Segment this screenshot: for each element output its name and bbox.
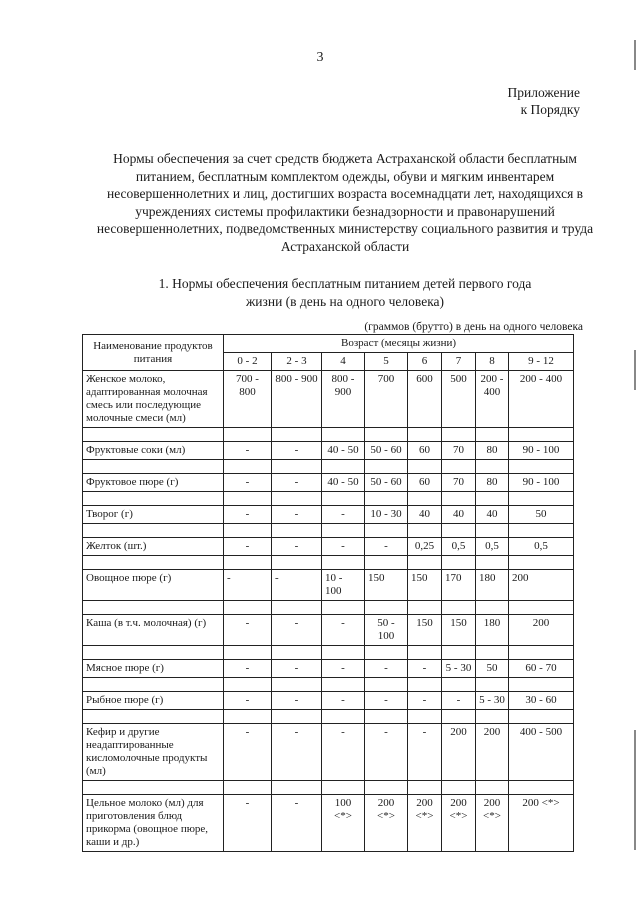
norm-value-cell: - [224,570,272,601]
norm-value-cell: - [224,615,272,646]
norm-value-cell: 60 [408,474,442,492]
norm-value-cell: 800 - 900 [322,371,365,428]
norm-value-cell: - [365,538,408,556]
table-row [83,442,574,460]
product-name-cell: Женское молоко, адаптированная молочная смесь или последующие молочные смеси (мл) [83,371,224,428]
norm-value-cell: - [322,615,365,646]
norm-value-cell: - [224,506,272,524]
norm-value-cell: 5 - 30 [442,660,476,678]
header-age: Возраст (месяцы жизни) [224,335,574,353]
norm-value-cell: 50 [509,506,574,524]
product-name-cell: Творог (г) [83,506,224,524]
norm-value-cell: 5 - 30 [476,692,509,710]
table-row [83,371,574,428]
norm-value-cell: 800 - 900 [272,371,322,428]
norm-value-cell: 200 <*> [509,795,574,852]
norm-value-cell: 30 - 60 [509,692,574,710]
norm-value-cell: 70 [442,442,476,460]
norm-value-cell: 80 [476,474,509,492]
norm-value-cell: - [408,660,442,678]
norm-value-cell: - [272,538,322,556]
norm-value-cell: 0,5 [509,538,574,556]
norm-value-cell: 40 [476,506,509,524]
table-row [83,660,574,678]
row-spacer [83,428,574,442]
norm-value-cell: 150 [408,570,442,601]
norm-value-cell: 200 - 400 [509,371,574,428]
table-row [83,795,574,852]
table-row [83,506,574,524]
product-name-cell: Овощное пюре (г) [83,570,224,601]
norm-value-cell: 80 [476,442,509,460]
norm-value-cell: - [224,795,272,852]
norm-value-cell: - [365,660,408,678]
norm-value-cell: - [272,692,322,710]
norm-value-cell: 60 [408,442,442,460]
norm-value-cell: 0,25 [408,538,442,556]
norm-value-cell: 200 [476,724,509,781]
norm-value-cell: - [224,692,272,710]
norm-value-cell: 40 - 50 [322,474,365,492]
norm-value-cell: 200 <*> [442,795,476,852]
norm-value-cell: 150 [408,615,442,646]
norm-value-cell: - [322,660,365,678]
norm-value-cell: 600 [408,371,442,428]
norm-value-cell: 10 - 30 [365,506,408,524]
norm-value-cell: 40 [442,506,476,524]
product-name-cell: Фруктовые соки (мл) [83,442,224,460]
norm-value-cell: 60 - 70 [509,660,574,678]
norm-value-cell: 200 <*> [408,795,442,852]
scan-edge-marks [628,30,636,890]
norm-value-cell: - [442,692,476,710]
nutrition-norms-table [82,334,574,852]
norm-value-cell: - [272,660,322,678]
age-column-header: 4 [322,353,365,371]
norm-value-cell: - [272,795,322,852]
norm-value-cell: 200 <*> [476,795,509,852]
table-row [83,692,574,710]
norm-value-cell: 100 <*> [322,795,365,852]
norm-value-cell: 70 [442,474,476,492]
row-spacer [83,460,574,474]
norm-value-cell: - [408,724,442,781]
norm-value-cell: 50 - 60 [365,474,408,492]
age-column-header: 9 - 12 [509,353,574,371]
table-row [83,615,574,646]
age-column-header: 8 [476,353,509,371]
row-spacer [83,492,574,506]
norm-value-cell: - [272,724,322,781]
norm-value-cell: 400 - 500 [509,724,574,781]
norm-value-cell: 40 [408,506,442,524]
product-name-cell: Желток (шт.) [83,538,224,556]
row-spacer [83,646,574,660]
table-header-row [83,335,574,353]
product-name-cell: Рыбное пюре (г) [83,692,224,710]
norm-value-cell: - [224,724,272,781]
norm-value-cell: 200 [509,570,574,601]
norm-value-cell: - [272,474,322,492]
age-column-header: 0 - 2 [224,353,272,371]
norm-value-cell: - [272,506,322,524]
section-heading: 1. Нормы обеспечения бесплатным питанием детей первого года жизни (в день на одного человека) [158,276,532,309]
norm-value-cell: - [272,615,322,646]
product-name-cell: Кефир и другие неадаптированные кисломолочные продукты (мл) [83,724,224,781]
appendix-label: Приложение [507,85,580,100]
norm-value-cell: - [224,660,272,678]
table-row [83,724,574,781]
norm-value-cell: - [224,474,272,492]
norm-value-cell: - [272,570,322,601]
table-row [83,538,574,556]
row-spacer [83,710,574,724]
norm-value-cell: 700 [365,371,408,428]
norm-value-cell: 50 - 60 [365,442,408,460]
product-name-cell: Фруктовое пюре (г) [83,474,224,492]
norm-value-cell: - [365,724,408,781]
norm-value-cell: 200 [509,615,574,646]
age-column-header: 2 - 3 [272,353,322,371]
norm-value-cell: 170 [442,570,476,601]
units-note: (граммов (брутто) в день на одного человека [364,321,583,333]
product-name-cell: Цельное молоко (мл) для приготовления блюд прикорма (овощное пюре, каши и др.) [83,795,224,852]
row-spacer [83,781,574,795]
norm-value-cell: - [322,692,365,710]
norm-value-cell: - [272,442,322,460]
norm-value-cell: 90 - 100 [509,474,574,492]
page-number: 3 [316,50,324,65]
norm-value-cell: - [224,442,272,460]
appendix-target: к Порядку [520,102,580,117]
norm-value-cell: 200 - 400 [476,371,509,428]
table-row [83,570,574,601]
header-product-name: Наименование продуктов питания [83,335,224,371]
row-spacer [83,524,574,538]
norm-value-cell: 200 <*> [365,795,408,852]
norm-value-cell: 90 - 100 [509,442,574,460]
product-name-cell: Мясное пюре (г) [83,660,224,678]
norm-value-cell: 150 [442,615,476,646]
appendix-reference [508,84,580,118]
norm-value-cell: 0,5 [442,538,476,556]
norm-value-cell: - [408,692,442,710]
norm-value-cell: - [365,692,408,710]
norm-value-cell: 180 [476,615,509,646]
norm-value-cell: 40 - 50 [322,442,365,460]
norm-value-cell: - [322,724,365,781]
table-row [83,474,574,492]
product-name-cell: Каша (в т.ч. молочная) (г) [83,615,224,646]
row-spacer [83,678,574,692]
age-column-header: 7 [442,353,476,371]
norm-value-cell: 150 [365,570,408,601]
norm-value-cell: 700 - 800 [224,371,272,428]
document-title: Нормы обеспечения за счет средств бюджета Астраханской области бесплатным питанием, бесплатным комплектом одежды, обуви и мягким инвентарем несовершеннолетних и лиц, достигших возраста восемнадцати лет, находящихся в учреждениях системы профилактики безнадзорности и правонарушений несовершеннолетних, подведомственных министерству социального развития и труда Астраханской области [96,151,594,254]
norm-value-cell: 500 [442,371,476,428]
norm-value-cell: - [322,506,365,524]
norm-value-cell: - [224,538,272,556]
norm-value-cell: 180 [476,570,509,601]
norm-value-cell: 50 [476,660,509,678]
age-column-header: 5 [365,353,408,371]
norm-value-cell: 0,5 [476,538,509,556]
row-spacer [83,556,574,570]
norm-value-cell: - [322,538,365,556]
norm-value-cell: 50 - 100 [365,615,408,646]
norm-value-cell: 200 [442,724,476,781]
row-spacer [83,601,574,615]
norm-value-cell: 10 - 100 [322,570,365,601]
age-column-header: 6 [408,353,442,371]
